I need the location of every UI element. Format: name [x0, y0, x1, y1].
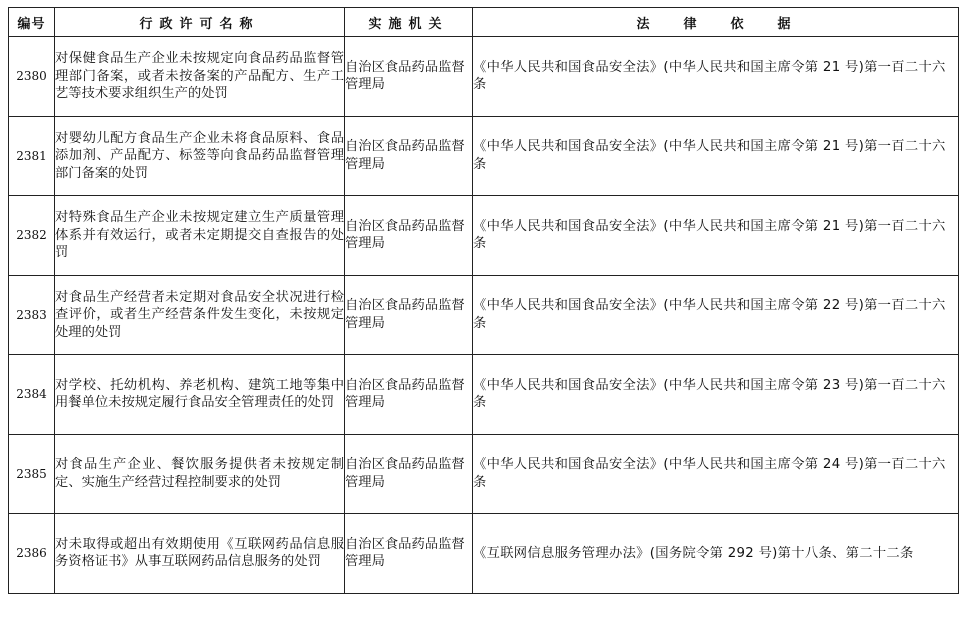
row-number: 2383 [9, 275, 55, 355]
penalty-items-table [8, 7, 959, 594]
row-item-name: 对学校、托幼机构、养老机构、建筑工地等集中用餐单位未按规定履行食品安全管理责任的处罚 [55, 355, 345, 435]
table-row [9, 116, 959, 196]
row-agency: 自治区食品药品监督管理局 [345, 434, 473, 514]
table-row [9, 355, 959, 435]
row-item-name: 对食品生产企业、餐饮服务提供者未按规定制定、实施生产经营过程控制要求的处罚 [55, 434, 345, 514]
row-agency: 自治区食品药品监督管理局 [345, 37, 473, 117]
row-legal-basis: 《互联网信息服务管理办法》(国务院令第 292 号)第十八条、第二十二条 [473, 514, 959, 594]
table-row [9, 514, 959, 594]
header-number: 编号 [9, 8, 55, 37]
row-item-name: 对食品生产经营者未定期对食品安全状况进行检查评价，或者生产经营条件发生变化，未按规定处理的处罚 [55, 275, 345, 355]
row-legal-basis: 《中华人民共和国食品安全法》(中华人民共和国主席令第 21 号)第一百二十六条 [473, 196, 959, 276]
row-item-name: 对保健食品生产企业未按规定向食品药品监督管理部门备案，或者未按备案的产品配方、生产工艺等技术要求组织生产的处罚 [55, 37, 345, 117]
row-number: 2386 [9, 514, 55, 594]
table-header-row [9, 8, 959, 37]
row-legal-basis: 《中华人民共和国食品安全法》(中华人民共和国主席令第 23 号)第一百二十六条 [473, 355, 959, 435]
row-agency: 自治区食品药品监督管理局 [345, 196, 473, 276]
row-agency: 自治区食品药品监督管理局 [345, 116, 473, 196]
row-number: 2382 [9, 196, 55, 276]
row-legal-basis: 《中华人民共和国食品安全法》(中华人民共和国主席令第 24 号)第一百二十六条 [473, 434, 959, 514]
row-legal-basis: 《中华人民共和国食品安全法》(中华人民共和国主席令第 22 号)第一百二十六条 [473, 275, 959, 355]
table-row [9, 196, 959, 276]
row-legal-basis: 《中华人民共和国食品安全法》(中华人民共和国主席令第 21 号)第一百二十六条 [473, 116, 959, 196]
table-row [9, 434, 959, 514]
row-item-name: 对特殊食品生产企业未按规定建立生产质量管理体系并有效运行，或者未定期提交自查报告的处罚 [55, 196, 345, 276]
header-agency: 实施机关 [345, 8, 473, 37]
row-item-name: 对未取得或超出有效期使用《互联网药品信息服务资格证书》从事互联网药品信息服务的处罚 [55, 514, 345, 594]
header-item-name: 行政许可名称 [55, 8, 345, 37]
row-agency: 自治区食品药品监督管理局 [345, 355, 473, 435]
header-legal-basis: 法律依据 [473, 8, 959, 37]
table-row [9, 37, 959, 117]
row-number: 2384 [9, 355, 55, 435]
row-legal-basis: 《中华人民共和国食品安全法》(中华人民共和国主席令第 21 号)第一百二十六条 [473, 37, 959, 117]
table-row [9, 275, 959, 355]
row-agency: 自治区食品药品监督管理局 [345, 514, 473, 594]
row-number: 2381 [9, 116, 55, 196]
row-number: 2380 [9, 37, 55, 117]
row-number: 2385 [9, 434, 55, 514]
row-agency: 自治区食品药品监督管理局 [345, 275, 473, 355]
row-item-name: 对婴幼儿配方食品生产企业未将食品原料、食品添加剂、产品配方、标签等向食品药品监督管理部门备案的处罚 [55, 116, 345, 196]
